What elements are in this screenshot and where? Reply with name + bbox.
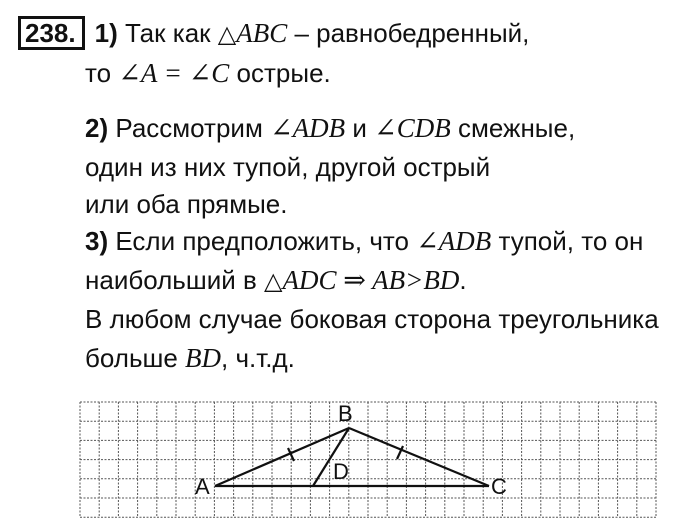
segment-bd: BD <box>185 343 222 373</box>
step3-line4-b: , ч.т.д. <box>221 343 295 373</box>
step2-text-a: Рассмотрим <box>115 113 271 143</box>
triangle-abc: ABC <box>236 18 288 48</box>
angle-a: ∠A <box>118 58 157 88</box>
step1-text-a: Так как <box>124 18 218 48</box>
step2-and: и <box>345 113 375 143</box>
step2-line2-text: один из них тупой, другой острый <box>85 152 491 182</box>
implies-sign: ⇒ <box>336 265 373 295</box>
step2-line3-text: или оба прямые. <box>85 189 288 219</box>
step1-text-b: – равнобедренный, <box>287 18 530 48</box>
triangle-sides <box>215 428 489 486</box>
triangle-symbol: △ <box>217 20 237 48</box>
step2-text-b: смежные, <box>450 113 576 143</box>
problem-number: 238. <box>18 16 85 50</box>
side-ab <box>215 428 349 486</box>
angle-c: ∠C <box>188 58 230 88</box>
angle-cdb: ∠CDB <box>374 113 451 143</box>
triangle-symbol-2: △ <box>264 267 283 295</box>
point-label-b: B <box>338 401 353 426</box>
step3-line4-a: больше <box>85 343 186 373</box>
step3-text-b: тупой, то он <box>491 226 644 256</box>
point-label-c: C <box>491 474 507 499</box>
equals-sign: = <box>156 58 189 88</box>
side-bc <box>349 428 489 486</box>
inequality: AB>BD <box>372 265 460 295</box>
step3-period: . <box>459 265 467 295</box>
point-label-a: A <box>195 474 210 499</box>
step3-text-a: Если предположить, что <box>115 226 417 256</box>
step2-label: 2) <box>85 113 109 143</box>
graph-paper-grid <box>80 402 657 517</box>
triangle-adc: ADC <box>282 265 337 295</box>
point-label-d: D <box>333 459 349 484</box>
angle-adb-2: ∠ADB <box>416 226 492 256</box>
step1-line2-b: острые. <box>229 58 331 88</box>
step3-line2-a: наибольший в <box>85 265 265 295</box>
step1-line2-a: то <box>85 58 119 88</box>
angle-adb: ∠ADB <box>270 113 346 143</box>
step3-label: 3) <box>85 226 109 256</box>
step3-line3-text: В любом случае боковая сторона треугольника <box>85 304 659 334</box>
step1-label: 1) <box>94 18 118 48</box>
